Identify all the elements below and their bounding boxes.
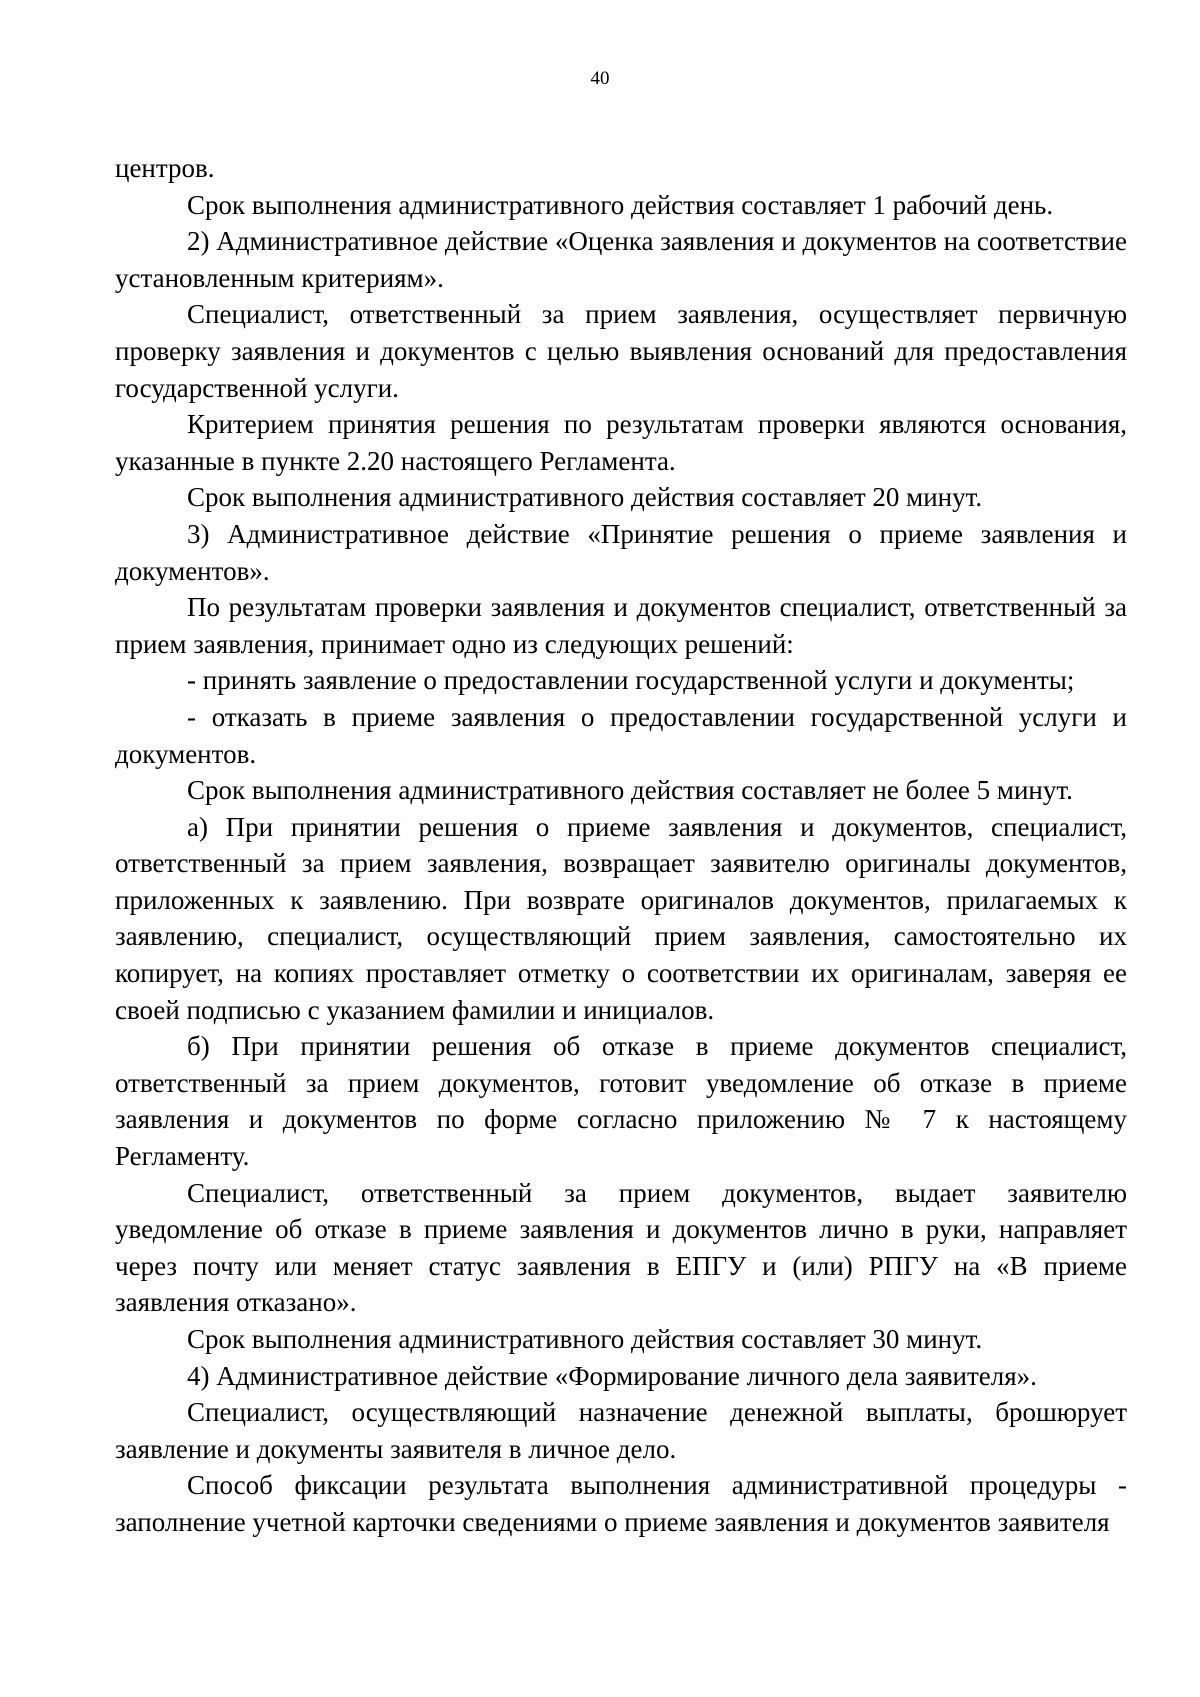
paragraph: Срок выполнения административного действия составляет не более 5 минут. bbox=[187, 775, 1073, 806]
paragraph: центров. bbox=[115, 153, 215, 183]
page-number: 40 bbox=[590, 68, 610, 89]
paragraph: б) При принятии решения об отказе в приеме документов специалист, ответственный за прием документов, готовит уведомление об отказе в приеме заявления и документов по форме согласно приложению № 7 к настоящему Регламенту. bbox=[115, 1031, 1127, 1172]
paragraph: Специалист, ответственный за прием заявления, осуществляет первичную проверку заявления и документов с целью выявления оснований для предоставления государственной услуги. bbox=[115, 299, 1127, 403]
paragraph: а) При принятии решения о приеме заявления и документов, специалист, ответственный за прием заявления, возвращает заявителю оригиналы документов, приложенных к заявлению. При возврате оригиналов документов, прилагаемых к заявлению, специалист, осуществляющий прием заявления, самостоятельно их копирует, на копиях проставляет отметку о соответствии их оригиналам, заверяя ее своей подписью с указанием фамилии и инициалов. bbox=[115, 811, 1127, 1025]
paragraph: Критерием принятия решения по результатам проверки являются основания, указанные в пункте 2.20 настоящего Регламента. bbox=[115, 409, 1127, 476]
list-item: - принять заявление о предоставлении государственной услуги и документы; bbox=[187, 665, 1075, 696]
paragraph: 4) Административное действие «Формирование личного дела заявителя». bbox=[187, 1360, 1037, 1391]
list-item: - отказать в приеме заявления о предоставлении государственной услуги и документов. bbox=[115, 701, 1127, 769]
paragraph: Специалист, осуществляющий назначение денежной выплаты, брошюрует заявление и документы заявителя в личное дело. bbox=[115, 1397, 1127, 1464]
paragraph: Срок выполнения административного действия составляет 30 минут. bbox=[187, 1324, 983, 1354]
paragraph: Срок выполнения административного действия составляет 20 минут. bbox=[187, 482, 983, 513]
paragraph: Способ фиксации результата выполнения административной процедуры - заполнение учетной карточки сведениями о приеме заявления и документов заявителя bbox=[115, 1470, 1127, 1537]
paragraph: Срок выполнения административного действия составляет 1 рабочий день. bbox=[187, 189, 1054, 220]
paragraph: Специалист, ответственный за прием документов, выдает заявителю уведомление об отказе в приеме заявления и документов лично в руки, направляет через почту или меняет статус заявления в ЕПГУ и (или) РПГУ на «В приеме заявления отказано». bbox=[115, 1177, 1127, 1318]
paragraph: 3) Административное действие «Принятие решения о приеме заявления и документов». bbox=[115, 518, 1127, 586]
paragraph: По результатам проверки заявления и документов специалист, ответственный за прием заявления, принимает одно из следующих решений: bbox=[115, 592, 1127, 659]
paragraph: 2) Административное действие «Оценка заявления и документов на соответствие установленным критериям». bbox=[115, 226, 1127, 293]
document-body bbox=[115, 150, 1127, 1541]
